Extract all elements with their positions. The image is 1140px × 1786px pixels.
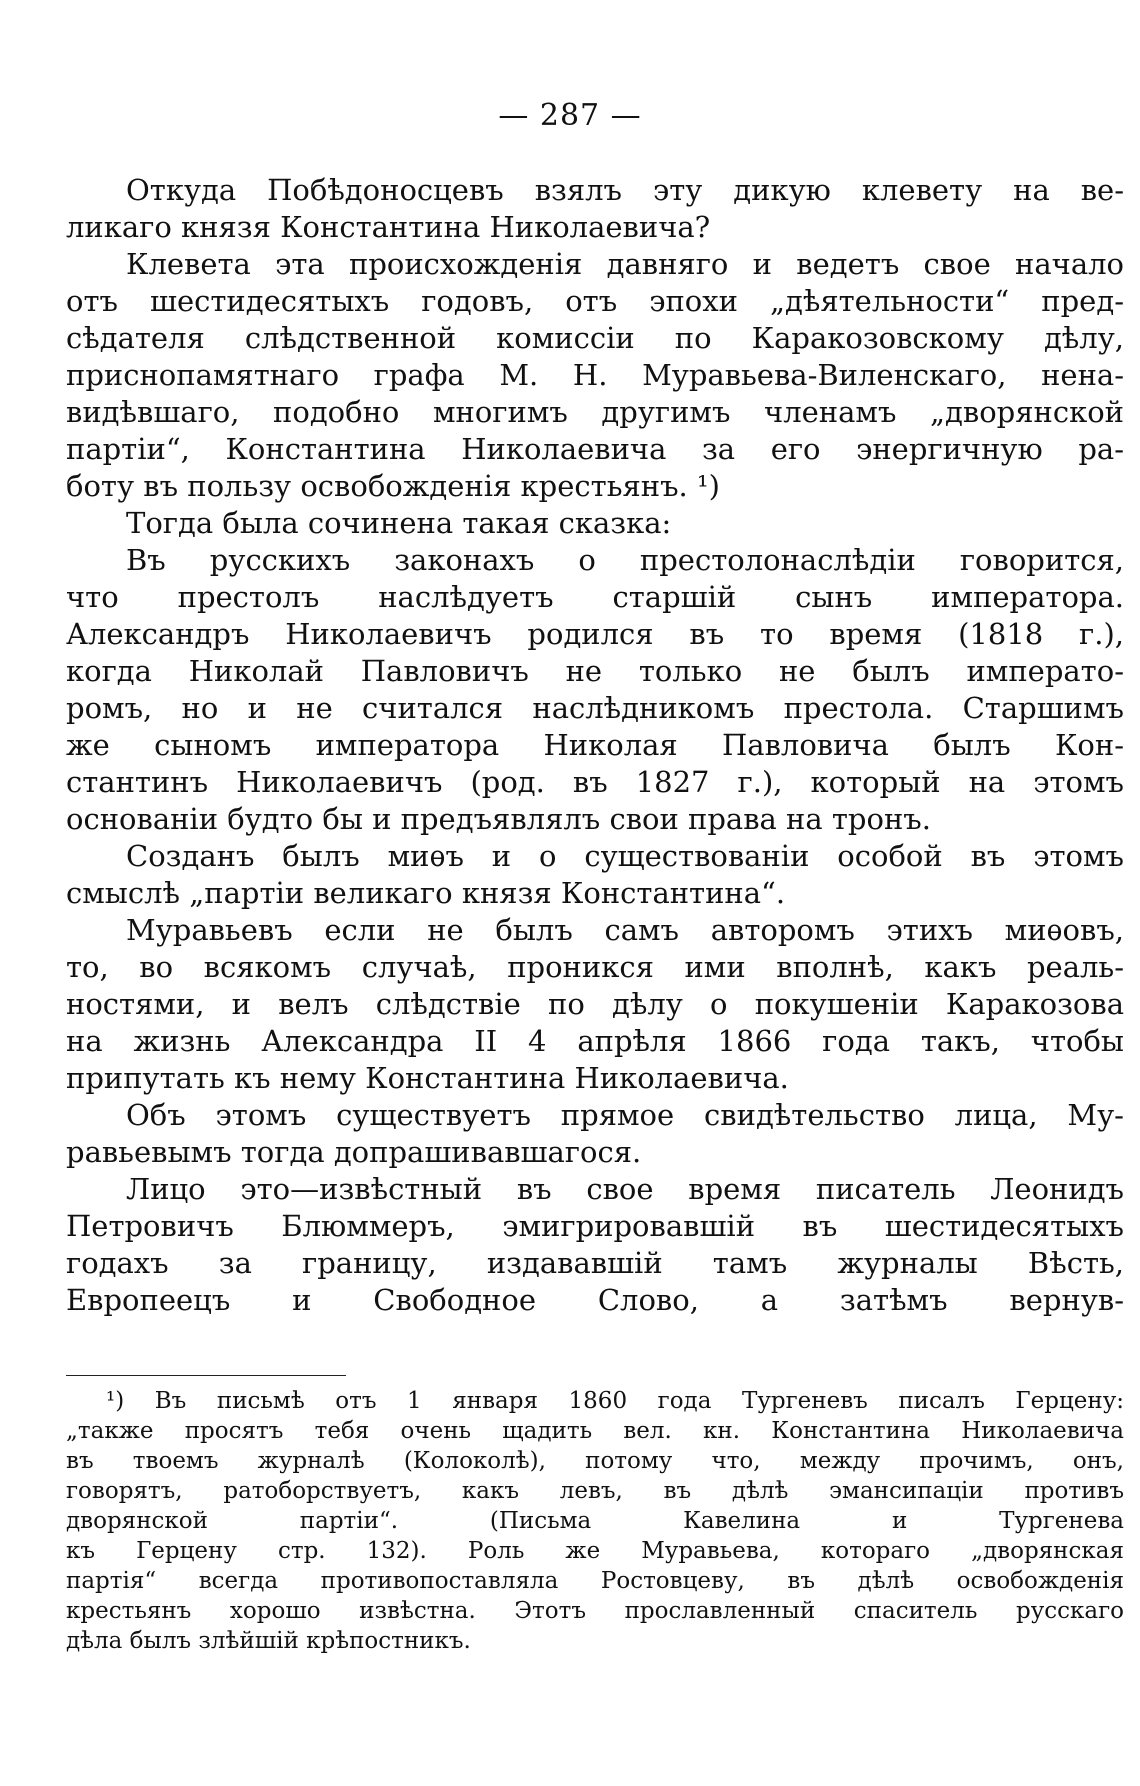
text-line: Клевета эта происхожденія давняго и ведетъ свое начало (126, 247, 1124, 281)
paragraph (66, 542, 1124, 838)
footnote-divider (66, 1375, 346, 1376)
text-line: Муравьевъ если не былъ самъ авторомъ этихъ миѳовъ, (126, 913, 1124, 947)
footnote (66, 1386, 1124, 1656)
text-line: Европеецъ и Свободное Слово, а затѣмъ вернув- (66, 1283, 1124, 1317)
text-line: же сыномъ императора Николая Павловича былъ Кон- (66, 728, 1124, 762)
text-line: основаніи будто бы и предъявлялъ свои права на тронъ. (66, 802, 931, 836)
text-line: ликаго князя Константина Николаевича? (66, 210, 711, 244)
text-line: Въ русскихъ законахъ о престолонаслѣдіи говорится, (126, 543, 1124, 577)
paragraph (66, 172, 1124, 246)
text-line: припутать къ нему Константина Николаевича. (66, 1061, 789, 1095)
text-line: Александръ Николаевичъ родился въ то время (1818 г.), (66, 617, 1124, 651)
text-line: смыслѣ „партіи великаго князя Константина“. (66, 876, 786, 910)
text-line: Созданъ былъ миѳъ и о существованіи особой въ этомъ (126, 839, 1124, 873)
footnote-line: въ твоемъ журналѣ (Колоколѣ), потому что, между прочимъ, онъ, (66, 1448, 1124, 1474)
text-line: видѣвшаго, подобно многимъ другимъ членамъ „дворянской (66, 395, 1124, 429)
paragraph (66, 505, 1124, 542)
paragraph (66, 838, 1124, 912)
text-line: Откуда Побѣдоносцевъ взялъ эту дикую клевету на ве- (126, 173, 1124, 207)
text-line: Лицо это—извѣстный въ свое время писатель Леонидъ (126, 1172, 1124, 1206)
text-line: ностями, и велъ слѣдствіе по дѣлу о покушеніи Каракозова (66, 987, 1124, 1021)
text-line: приснопамятнаго графа М. Н. Муравьева-Виленскаго, нена- (66, 358, 1124, 392)
footnote-line: крестьянъ хорошо извѣстна. Этотъ прославленный спаситель русскаго (66, 1598, 1124, 1624)
paragraph (66, 246, 1124, 505)
text-line: отъ шестидесятыхъ годовъ, отъ эпохи „дѣятельности“ пред- (66, 284, 1124, 318)
text-line: равьевымъ тогда допрашивавшагося. (66, 1135, 642, 1169)
footnote-line: дѣла былъ злѣйшій крѣпостникъ. (66, 1628, 471, 1654)
text-line: когда Николай Павловичъ не только не былъ императо- (66, 654, 1124, 688)
text-line: сѣдателя слѣдственной комиссіи по Каракозовскому дѣлу, (66, 321, 1124, 355)
footnote-line: „также просятъ тебя очень щадить вел. кн. Константина Николаевича (66, 1418, 1124, 1444)
footnote-line: къ Герцену стр. 132). Роль же Муравьева, котораго „дворянская (66, 1538, 1124, 1564)
footnote-line: говорятъ, ратоборствуетъ, какъ левъ, въ дѣлѣ эмансипаціи противъ (66, 1478, 1124, 1504)
text-line: боту въ пользу освобожденія крестьянъ. ¹) (66, 469, 720, 503)
footnote-line: ¹) Въ письмѣ отъ 1 января 1860 года Тургеневъ писалъ Герцену: (106, 1388, 1124, 1414)
text-line: Объ этомъ существуетъ прямое свидѣтельство лица, Му- (126, 1098, 1124, 1132)
footnote-line: дворянской партіи“. (Письма Кавелина и Тургенева (66, 1508, 1124, 1534)
footnote-line: партія“ всегда противопоставляла Ростовцеву, въ дѣлѣ освобожденія (66, 1568, 1124, 1594)
text-line: то, во всякомъ случаѣ, проникся ими вполнѣ, какъ реаль- (66, 950, 1124, 984)
body-text (66, 172, 1124, 1319)
paragraph (66, 1171, 1124, 1319)
page-number: — 287 — (498, 98, 642, 133)
text-line: Петровичъ Блюммеръ, эмигрировавшій въ шестидесятыхъ (66, 1209, 1124, 1243)
paragraph (66, 912, 1124, 1097)
text-line: на жизнь Александра II 4 апрѣля 1866 года такъ, чтобы (66, 1024, 1124, 1058)
text-line: Тогда была сочинена такая сказка: (126, 506, 672, 540)
text-line: партіи“, Константина Николаевича за его энергичную ра- (66, 432, 1124, 466)
text-line: ромъ, но и не считался наслѣдникомъ престола. Старшимъ (66, 691, 1124, 725)
text-line: годахъ за границу, издававшій тамъ журналы Вѣсть, (66, 1246, 1124, 1280)
text-line: стантинъ Николаевичъ (род. въ 1827 г.), который на этомъ (66, 765, 1124, 799)
text-line: что престолъ наслѣдуетъ старшій сынъ императора. (66, 580, 1124, 614)
paragraph (66, 1097, 1124, 1171)
